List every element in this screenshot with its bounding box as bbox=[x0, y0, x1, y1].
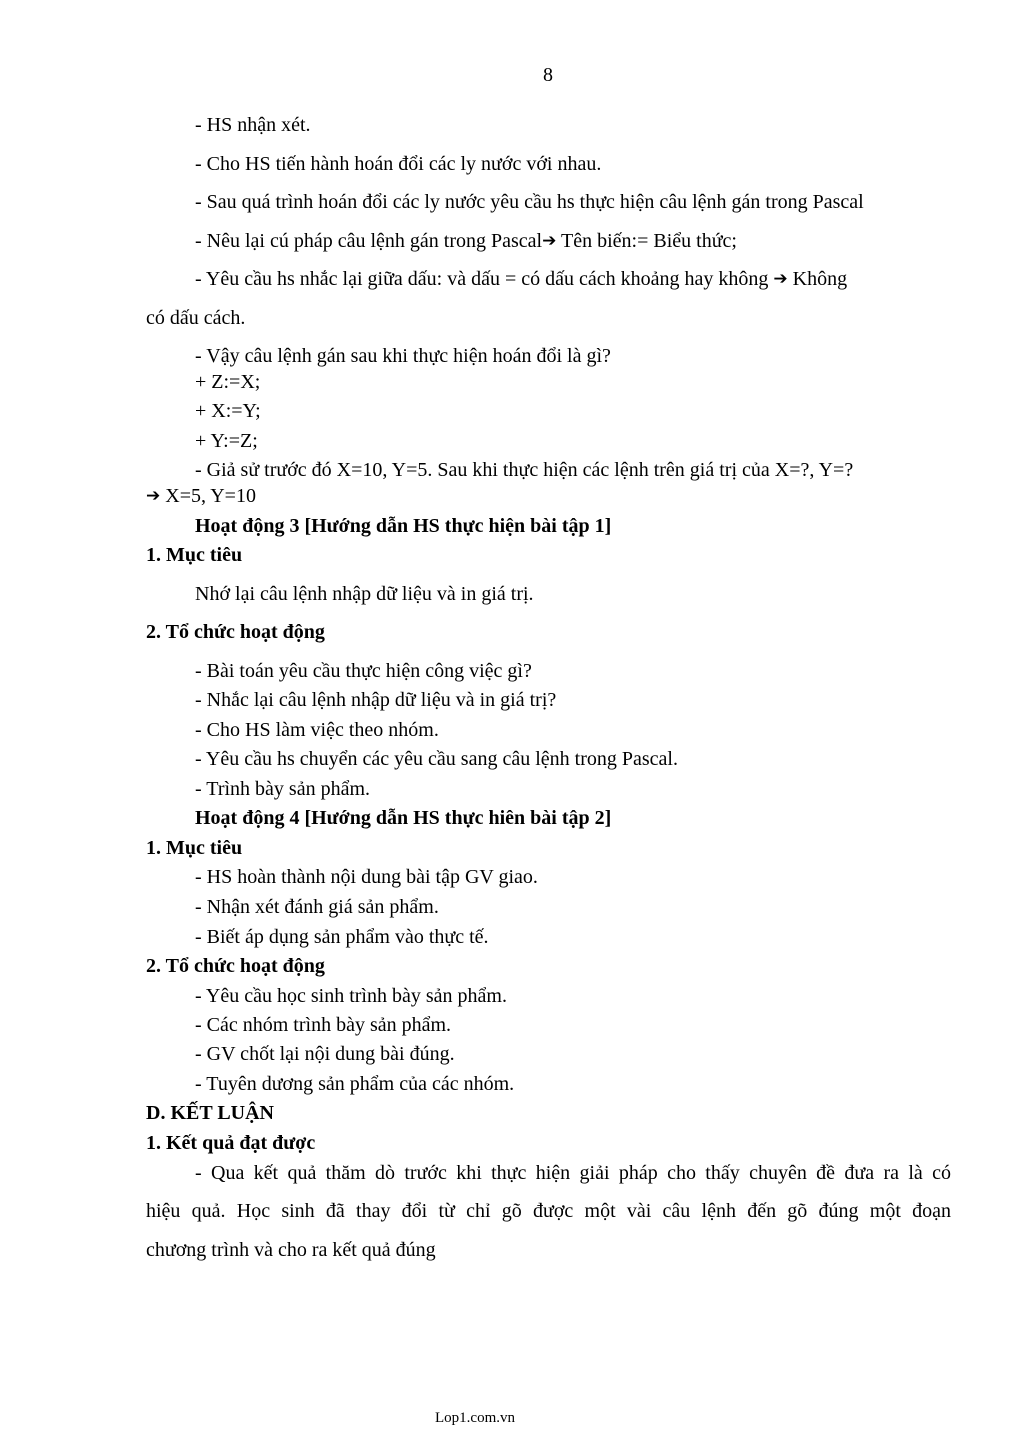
paragraph-line bbox=[195, 268, 847, 291]
list-item: - Nhận xét đánh giá sản phẩm. bbox=[195, 896, 439, 918]
conclusion-heading: D. KẾT LUẬN bbox=[146, 1102, 274, 1124]
paragraph-line: - Vậy câu lệnh gán sau khi thực hiện hoán đổi là gì? bbox=[195, 345, 611, 367]
paragraph-line: - Cho HS tiến hành hoán đổi các ly nước với nhau. bbox=[195, 153, 602, 175]
paragraph-line: có dấu cách. bbox=[146, 307, 246, 329]
paragraph-line: - Giả sử trước đó X=10, Y=5. Sau khi thực hiện các lệnh trên giá trị của X=?, Y=? bbox=[195, 459, 854, 481]
list-item: - Bài toán yêu cầu thực hiện công việc gì? bbox=[195, 660, 532, 682]
syntax-answer: Tên biến:= Biểu thức; bbox=[556, 230, 737, 252]
results-heading: 1. Kết quả đạt được bbox=[146, 1132, 316, 1154]
paragraph-line: - Sau quá trình hoán đổi các ly nước yêu cầu hs thực hiện câu lệnh gán trong Pascal bbox=[195, 191, 864, 213]
code-line: + Z:=X; bbox=[195, 371, 261, 393]
code-line: + Y:=Z; bbox=[195, 430, 258, 452]
paragraph-line bbox=[195, 230, 737, 253]
answer-text: X=5, Y=10 bbox=[160, 485, 256, 507]
list-item: - Trình bày sản phẩm. bbox=[195, 778, 370, 800]
organization-heading: 2. Tổ chức hoạt động bbox=[146, 621, 325, 643]
goal-text: Nhớ lại câu lệnh nhập dữ liệu và in giá trị. bbox=[195, 583, 534, 605]
arrow-right-icon: ➔ bbox=[773, 269, 788, 289]
page-number: 8 bbox=[543, 64, 553, 86]
list-item: - Tuyên dương sản phẩm của các nhóm. bbox=[195, 1073, 515, 1095]
answer-text: Không bbox=[787, 268, 848, 290]
syntax-text: - Nêu lại cú pháp câu lệnh gán trong Pascal bbox=[195, 230, 543, 252]
list-item: - Nhắc lại câu lệnh nhập dữ liệu và in giá trị? bbox=[195, 689, 557, 711]
paragraph-line: - HS nhận xét. bbox=[195, 114, 311, 136]
paragraph-line: - Qua kết quả thăm dò trước khi thực hiện giải pháp cho thấy chuyên đề đưa ra là có bbox=[195, 1162, 951, 1184]
paragraph-line: chương trình và cho ra kết quả đúng bbox=[146, 1239, 436, 1261]
arrow-right-icon: ➔ bbox=[542, 231, 557, 251]
activity-4-title: Hoạt động 4 [Hướng dẫn HS thực hiên bài tập 2] bbox=[195, 807, 612, 829]
paragraph-line: hiệu quả. Học sinh đã thay đổi từ chỉ gõ được một vài câu lệnh đến gõ đúng một đoạn bbox=[146, 1200, 951, 1222]
list-item: - Các nhóm trình bày sản phẩm. bbox=[195, 1014, 452, 1036]
goal-heading: 1. Mục tiêu bbox=[146, 544, 243, 566]
arrow-right-icon: ➔ bbox=[146, 486, 161, 506]
question-text: - Yêu cầu hs nhắc lại giữa dấu: và dấu = có dấu cách khoảng hay không bbox=[195, 268, 774, 290]
list-item: - Biết áp dụng sản phẩm vào thực tế. bbox=[195, 926, 489, 948]
paragraph-line bbox=[146, 485, 256, 508]
goal-heading: 1. Mục tiêu bbox=[146, 837, 243, 859]
code-line: + X:=Y; bbox=[195, 400, 261, 422]
list-item: - HS hoàn thành nội dung bài tập GV giao. bbox=[195, 866, 538, 888]
footer-source: Lop1.com.vn bbox=[435, 1410, 515, 1426]
organization-heading: 2. Tổ chức hoạt động bbox=[146, 955, 325, 977]
activity-3-title: Hoạt động 3 [Hướng dẫn HS thực hiện bài tập 1] bbox=[195, 515, 612, 537]
list-item: - Yêu cầu hs chuyển các yêu cầu sang câu lệnh trong Pascal. bbox=[195, 748, 678, 770]
list-item: - Cho HS làm việc theo nhóm. bbox=[195, 719, 439, 741]
list-item: - Yêu cầu học sinh trình bày sản phẩm. bbox=[195, 985, 507, 1007]
list-item: - GV chốt lại nội dung bài đúng. bbox=[195, 1043, 455, 1065]
